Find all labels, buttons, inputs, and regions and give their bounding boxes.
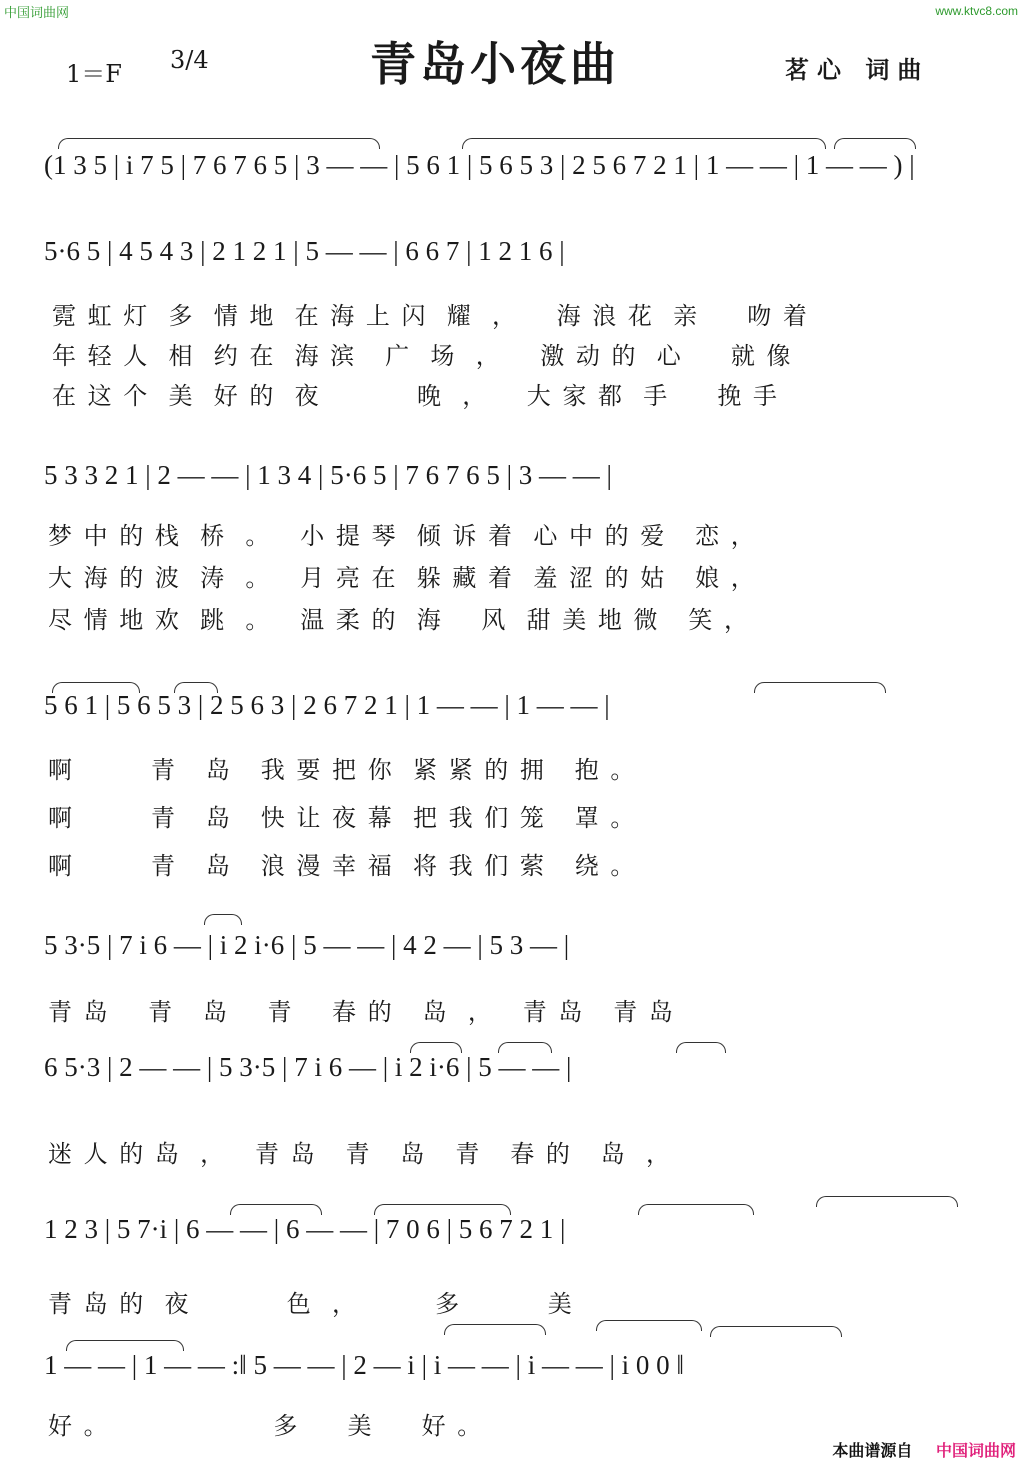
- lyric-verse-1: 啊 青 岛 我 要 把 你 紧 紧 的 拥 抱 。: [48, 756, 637, 784]
- slur: [444, 1324, 546, 1335]
- lyric-line: 好 。 多 美 好 。: [48, 1412, 484, 1440]
- lyric-line: 青 岛 的 夜 色 ， 多 美: [48, 1290, 574, 1318]
- score-system-5: [44, 930, 1014, 1026]
- lyric-verse-3: 尽 情 地 欢 跳 。 温 柔 的 海 风 甜 美 地 微 笑 ，: [48, 606, 750, 634]
- lyric-verse-3: 啊 青 岛 浪 漫 幸 福 将 我 们 萦 绕 。: [48, 852, 637, 880]
- score-system-3: [44, 460, 1014, 634]
- slur: [462, 138, 826, 149]
- slur: [58, 138, 380, 149]
- notation-line: 5·6 5 | 4 5 4 3 | 2 1 2 1 | 5 — — | 6 6 7 | 1 2 1 6 |: [44, 236, 565, 266]
- source-label: 本曲谱源自: [832, 1441, 913, 1460]
- score-system-2: [44, 236, 1014, 410]
- lyric-verse-1: 梦 中 的 栈 桥 。 小 提 琴 倾 诉 着 心 中 的 爱 恋 ，: [48, 522, 757, 550]
- watermark-site-name: 中国词曲网: [4, 6, 70, 21]
- notation-line: 1 2 3 | 5 7·i | 6 — — | 6 — — | 7 0 6 | 5 6 7 2 1 |: [44, 1214, 566, 1244]
- lyricist-composer-credit: 茗心 词曲: [785, 56, 930, 84]
- slur: [204, 914, 242, 925]
- score-system-8: [44, 1350, 1014, 1440]
- slur: [834, 138, 916, 149]
- lyric-verse-3: 在 这 个 美 好 的 夜 晚 ， 大 家 都 手 挽 手: [52, 382, 780, 410]
- slur: [816, 1196, 958, 1207]
- slur: [596, 1320, 702, 1331]
- lyric-verse-2: 大 海 的 波 涛 。 月 亮 在 躲 藏 着 羞 涩 的 姑 娘 ，: [48, 564, 757, 592]
- lyric-verse-2: 啊 青 岛 快 让 夜 幕 把 我 们 笼 罩 。: [48, 804, 637, 832]
- song-title: 青岛小夜曲: [370, 37, 620, 91]
- lyric-line: 迷 人 的 岛 ， 青 岛 青 岛 青 春 的 岛 ，: [48, 1140, 672, 1168]
- watermark-url: www.ktvc8.com: [935, 4, 1018, 18]
- score-system-1: [44, 150, 1014, 190]
- notation-line: 5 6 1 | 5 6 5 3 | 2 5 6 3 | 2 6 7 2 1 | 1 — — | 1 — — |: [44, 690, 610, 720]
- notation-line: (1 3 5 | i 7 5 | 7 6 7 6 5 | 3 — — | 5 6 1 | 5 6 5 3 | 2 5 6 7 2 1 | 1 — — | 1 — — ) |: [44, 150, 915, 180]
- score-system-4: [44, 690, 1014, 880]
- time-signature: 3/4: [170, 46, 209, 74]
- notation-line: 6 5·3 | 2 — — | 5 3·5 | 7 i 6 — | i 2 i·6 | 5 — — |: [44, 1052, 572, 1082]
- lyric-verse-1: 霓 虹 灯 多 情 地 在 海 上 闪 耀 ， 海 浪 花 亲 吻 着: [52, 302, 809, 330]
- score-system-7: [44, 1214, 1014, 1318]
- source-attribution: [832, 1438, 1016, 1461]
- lyric-verse-2: 年 轻 人 相 约 在 海 滨 广 场 ， 激 动 的 心 就 像: [52, 342, 793, 370]
- score-system-6: [44, 1052, 1014, 1168]
- notation-line: 5 3 3 2 1 | 2 — — | 1 3 4 | 5·6 5 | 7 6 7 6 5 | 3 — — |: [44, 460, 612, 490]
- slur: [710, 1326, 842, 1337]
- notation-line: 1 — — | 1 — — :‖ 5 — — | 2 — i | i — — | i — — | i 0 0 ‖: [44, 1350, 684, 1380]
- key-signature: 1＝F: [66, 60, 122, 88]
- lyric-line: 青 岛 青 岛 青 春 的 岛 ， 青 岛 青 岛: [48, 998, 675, 1026]
- notation-line: 5 3·5 | 7 i 6 — | i 2 i·6 | 5 — — | 4 2 — | 5 3 — |: [44, 930, 570, 960]
- source-site: 中国词曲网: [935, 1441, 1016, 1460]
